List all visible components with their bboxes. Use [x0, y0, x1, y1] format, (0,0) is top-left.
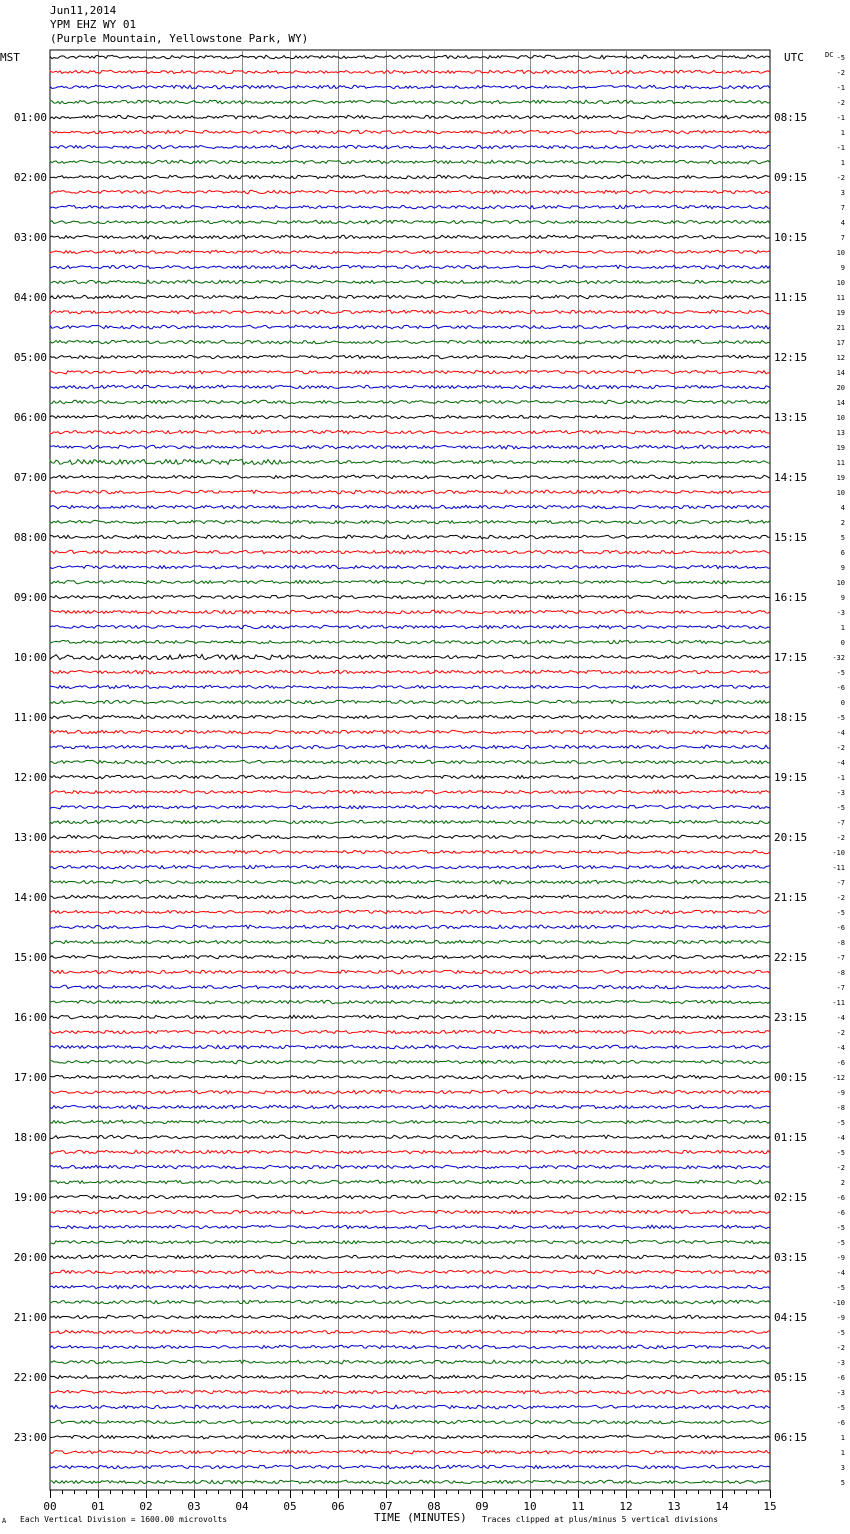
dc-offset-label: 1 — [840, 624, 845, 632]
seismic-trace — [50, 1390, 770, 1394]
dc-offset-label: -9 — [836, 1089, 845, 1097]
seismic-trace — [50, 1030, 770, 1034]
x-tick-label: 03 — [187, 1500, 201, 1513]
dc-offset-label: -6 — [836, 1374, 845, 1382]
dc-offset-label: -6 — [836, 924, 845, 932]
dc-offset-label: -5 — [836, 1119, 845, 1127]
dc-offset-label: 20 — [836, 384, 845, 392]
utc-hour-label: 17:15 — [774, 651, 808, 664]
dc-offset-label: -5 — [836, 669, 845, 677]
dc-offset-label: -1 — [836, 144, 845, 152]
utc-hour-label: 22:15 — [774, 951, 808, 964]
utc-hour-label: 13:15 — [774, 411, 808, 424]
mst-hour-label: 12:00 — [13, 771, 47, 784]
seismic-trace — [50, 685, 770, 688]
dc-offset-label: -11 — [832, 999, 845, 1007]
seismic-trace — [50, 1360, 770, 1364]
vertical-division-note: Each Vertical Division = 1600.00 microvolts — [20, 1515, 228, 1524]
dc-offset-label: -2 — [836, 894, 845, 902]
dc-offset-label: 19 — [836, 474, 845, 482]
seismic-trace — [50, 730, 770, 734]
dc-offset-label: 1 — [840, 159, 845, 167]
utc-hour-label: 20:15 — [774, 831, 808, 844]
station-location: (Purple Mountain, Yellowstone Park, WY) — [50, 32, 309, 45]
dc-offset-label: 14 — [836, 399, 845, 407]
dc-offset-label: 5 — [840, 534, 845, 542]
mst-hour-label: 03:00 — [13, 231, 47, 244]
seismic-trace — [50, 400, 770, 404]
dc-offset-label: 13 — [836, 429, 845, 437]
dc-offset-label: 9 — [840, 264, 845, 272]
dc-offset-label: -6 — [836, 1059, 845, 1067]
seismic-trace — [50, 820, 770, 824]
seismic-trace — [50, 175, 770, 179]
dc-offset-label: -6 — [836, 684, 845, 692]
mst-hour-label: 15:00 — [13, 951, 47, 964]
dc-offset-label: -9 — [836, 1314, 845, 1322]
dc-offset-label: -10 — [832, 1299, 845, 1307]
utc-hour-label: 08:15 — [774, 111, 808, 124]
seismic-trace — [50, 1435, 770, 1439]
dc-offset-label: -2 — [836, 744, 845, 752]
x-tick-label: 10 — [523, 1500, 537, 1513]
dc-offset-label: 14 — [836, 369, 845, 377]
utc-hour-label: 09:15 — [774, 171, 808, 184]
dc-offset-label: -12 — [832, 1074, 845, 1082]
utc-hour-label: 02:15 — [774, 1191, 808, 1204]
seismic-trace — [50, 235, 770, 239]
seismic-trace — [50, 1345, 770, 1349]
dc-offset-label: -5 — [836, 54, 845, 62]
seismic-trace — [50, 1330, 770, 1334]
dc-offset-label: 1 — [840, 1434, 845, 1442]
dc-offset-label: 10 — [836, 414, 845, 422]
x-tick-label: 06 — [331, 1500, 345, 1513]
dc-offset-label: -4 — [836, 1044, 845, 1052]
dc-offset-label: 9 — [840, 564, 845, 572]
seismic-trace — [50, 1300, 770, 1304]
seismic-trace — [50, 250, 770, 253]
dc-offset-label: -2 — [836, 99, 845, 107]
dc-offset-label: -6 — [836, 1194, 845, 1202]
seismic-trace — [50, 910, 770, 914]
mst-hour-label: 20:00 — [13, 1251, 47, 1264]
dc-offset-label: 5 — [840, 1479, 845, 1487]
dc-offset-label: -6 — [836, 1419, 845, 1427]
seismic-trace — [50, 1480, 770, 1484]
dc-offset-label: 7 — [840, 204, 845, 212]
dc-offset-label: 1 — [840, 129, 845, 137]
dc-offset-label: -10 — [832, 849, 845, 857]
seismic-trace — [50, 985, 770, 989]
seismic-trace — [50, 355, 770, 359]
x-tick-label: 15 — [763, 1500, 777, 1513]
dc-offset-label: 19 — [836, 309, 845, 317]
dc-offset-label: 2 — [840, 1179, 845, 1187]
seismic-trace — [50, 70, 770, 74]
utc-hour-label: 04:15 — [774, 1311, 808, 1324]
seismic-trace — [50, 1450, 770, 1454]
seismic-trace — [50, 490, 770, 494]
seismic-trace — [50, 190, 770, 194]
plot-frame — [50, 50, 770, 1490]
dc-offset-label: 21 — [836, 324, 845, 332]
dc-offset-label: 7 — [840, 234, 845, 242]
dc-offset-label: -11 — [832, 864, 845, 872]
x-axis-title: TIME (MINUTES) — [374, 1511, 467, 1524]
utc-hour-label: 01:15 — [774, 1131, 808, 1144]
mst-hour-label: 09:00 — [13, 591, 47, 604]
seismic-trace — [50, 895, 770, 899]
seismic-trace — [50, 475, 770, 479]
dc-offset-label: 4 — [840, 504, 845, 512]
seismic-trace — [50, 445, 770, 449]
seismic-trace — [50, 130, 770, 134]
seismic-trace — [50, 595, 770, 599]
dc-offset-label: 9 — [840, 594, 845, 602]
seismic-trace — [50, 654, 770, 659]
seismic-trace — [50, 115, 770, 119]
dc-offset-label: 11 — [836, 459, 845, 467]
seismic-trace — [50, 1045, 770, 1049]
seismic-trace — [50, 955, 770, 959]
utc-axis-label: UTC — [784, 51, 804, 64]
mst-hour-label: 23:00 — [13, 1431, 47, 1444]
seismic-trace — [50, 1315, 770, 1319]
mst-hour-label: 01:00 — [13, 111, 47, 124]
dc-offset-label: -5 — [836, 909, 845, 917]
seismic-trace — [50, 1465, 770, 1469]
seismic-trace — [50, 940, 770, 943]
dc-offset-label: -3 — [836, 1359, 845, 1367]
mst-hour-label: 19:00 — [13, 1191, 47, 1204]
mst-hour-label: 18:00 — [13, 1131, 47, 1144]
mst-hour-label: 11:00 — [13, 711, 47, 724]
dc-offset-label: -5 — [836, 1224, 845, 1232]
seismic-trace — [50, 1420, 770, 1424]
seismic-trace — [50, 1105, 770, 1109]
utc-hour-label: 21:15 — [774, 891, 808, 904]
dc-offset-label: -4 — [836, 1134, 845, 1142]
mst-hour-label: 06:00 — [13, 411, 47, 424]
utc-hour-label: 12:15 — [774, 351, 808, 364]
seismic-trace — [50, 580, 770, 584]
mst-hour-label: 13:00 — [13, 831, 47, 844]
dc-offset-label: 3 — [840, 1464, 845, 1472]
dc-offset-label: 0 — [840, 699, 845, 707]
dc-offset-label: -4 — [836, 1014, 845, 1022]
seismic-trace — [50, 310, 770, 314]
dc-offset-label: -9 — [836, 1254, 845, 1262]
dc-offset-label: 19 — [836, 444, 845, 452]
mst-hour-label: 04:00 — [13, 291, 47, 304]
utc-hour-label: 06:15 — [774, 1431, 808, 1444]
seismic-trace — [50, 1270, 770, 1274]
seismic-trace — [50, 565, 770, 569]
dc-offset-label: -4 — [836, 759, 845, 767]
mst-hour-label: 10:00 — [13, 651, 47, 664]
seismic-trace — [50, 55, 770, 59]
seismic-trace — [50, 1240, 770, 1244]
dc-offset-label: 2 — [840, 519, 845, 527]
seismic-trace — [50, 535, 770, 539]
seismic-trace — [50, 85, 770, 89]
dc-offset-label: 0 — [840, 639, 845, 647]
seismic-trace — [50, 775, 770, 779]
utc-hour-label: 18:15 — [774, 711, 808, 724]
seismic-trace — [50, 850, 770, 854]
utc-hour-label: 11:15 — [774, 291, 808, 304]
utc-hour-label: 03:15 — [774, 1251, 808, 1264]
seismic-trace — [50, 1135, 770, 1139]
dc-offset-label: -7 — [836, 879, 845, 887]
dc-offset-label: -3 — [836, 609, 845, 617]
x-tick-label: 09 — [475, 1500, 489, 1513]
seismic-trace — [50, 610, 770, 614]
seismic-trace — [50, 640, 770, 644]
mst-hour-label: 05:00 — [13, 351, 47, 364]
seismic-trace — [50, 1090, 770, 1094]
dc-offset-label: -8 — [836, 939, 845, 947]
utc-hour-label: 05:15 — [774, 1371, 808, 1384]
seismic-trace — [50, 160, 770, 164]
dc-offset-label: 17 — [836, 339, 845, 347]
mst-hour-label: 14:00 — [13, 891, 47, 904]
dc-offset-label: 10 — [836, 489, 845, 497]
dc-offset-label: -1 — [836, 114, 845, 122]
x-tick-label: 13 — [667, 1500, 681, 1513]
dc-offset-label: -2 — [836, 834, 845, 842]
seismic-trace — [50, 1060, 770, 1064]
utc-hour-label: 00:15 — [774, 1071, 808, 1084]
seismic-trace — [50, 745, 770, 749]
x-tick-label: 07 — [379, 1500, 393, 1513]
seismic-trace — [50, 670, 770, 674]
dc-offset-label: -4 — [836, 1269, 845, 1277]
mst-hour-label: 21:00 — [13, 1311, 47, 1324]
seismic-trace — [50, 459, 770, 464]
dc-offset-label: -5 — [836, 1239, 845, 1247]
dc-offset-label: 10 — [836, 579, 845, 587]
mst-hour-label: 07:00 — [13, 471, 47, 484]
x-tick-label: 12 — [619, 1500, 633, 1513]
footer-mark: A — [2, 1517, 7, 1525]
dc-offset-label: -5 — [836, 804, 845, 812]
seismic-trace — [50, 805, 770, 809]
station-code: YPM EHZ WY 01 — [50, 18, 137, 31]
utc-hour-label: 15:15 — [774, 531, 808, 544]
dc-offset-label: -1 — [836, 774, 845, 782]
seismic-trace — [50, 790, 770, 794]
seismic-trace — [50, 430, 770, 434]
dc-offset-label: 3 — [840, 189, 845, 197]
seismic-trace — [50, 520, 770, 524]
seismic-trace — [50, 625, 770, 629]
clip-note: Traces clipped at plus/minus 5 vertical divisions — [482, 1515, 719, 1524]
dc-offset-label: 10 — [836, 249, 845, 257]
x-tick-label: 05 — [283, 1500, 297, 1513]
seismic-trace — [50, 925, 770, 929]
seismic-trace — [50, 505, 770, 508]
seismic-trace — [50, 550, 770, 554]
dc-offset-label: -5 — [836, 1284, 845, 1292]
dc-offset-label: 12 — [836, 354, 845, 362]
x-tick-label: 00 — [43, 1500, 57, 1513]
mst-hour-label: 17:00 — [13, 1071, 47, 1084]
dc-offset-label: -5 — [836, 1404, 845, 1412]
seismic-trace — [50, 1375, 770, 1378]
seismic-trace — [50, 1180, 770, 1184]
dc-offset-label: -5 — [836, 714, 845, 722]
seismic-trace — [50, 1165, 770, 1169]
dc-offset-label: -3 — [836, 1389, 845, 1397]
dc-offset-label: 1 — [840, 1449, 845, 1457]
utc-hour-label: 23:15 — [774, 1011, 808, 1024]
dc-offset-label: -7 — [836, 984, 845, 992]
seismic-trace — [50, 715, 770, 719]
seismic-trace — [50, 265, 770, 269]
dc-offset-label: 6 — [840, 549, 845, 557]
x-tick-label: 14 — [715, 1500, 729, 1513]
chart-date: Jun11,2014 — [50, 4, 117, 17]
dc-label: DC — [825, 51, 834, 59]
seismic-trace — [50, 880, 770, 884]
dc-offset-label: -32 — [832, 654, 845, 662]
utc-hour-label: 19:15 — [774, 771, 808, 784]
seismic-trace — [50, 385, 770, 389]
seismic-trace — [50, 1285, 770, 1289]
seismic-trace — [50, 220, 770, 224]
mst-hour-label: 22:00 — [13, 1371, 47, 1384]
seismic-trace — [50, 1015, 770, 1019]
seismic-trace — [50, 145, 770, 149]
dc-offset-label: -2 — [836, 1164, 845, 1172]
seismic-trace — [50, 1000, 770, 1004]
seismic-trace — [50, 205, 770, 209]
mst-axis-label: MST — [0, 51, 20, 64]
dc-offset-label: -1 — [836, 84, 845, 92]
seismic-trace — [50, 100, 770, 104]
seismic-trace — [50, 1225, 770, 1229]
mst-hour-label: 02:00 — [13, 171, 47, 184]
seismic-trace — [50, 1405, 770, 1409]
dc-offset-label: -6 — [836, 1209, 845, 1217]
seismic-trace — [50, 835, 770, 839]
seismic-trace — [50, 760, 770, 764]
seismic-trace — [50, 1210, 770, 1214]
dc-offset-label: 10 — [836, 279, 845, 287]
dc-offset-label: -8 — [836, 1104, 845, 1112]
x-tick-label: 08 — [427, 1500, 441, 1513]
dc-offset-label: -4 — [836, 729, 845, 737]
dc-offset-label: -2 — [836, 174, 845, 182]
dc-offset-label: -2 — [836, 1344, 845, 1352]
x-tick-label: 02 — [139, 1500, 153, 1513]
x-tick-label: 01 — [91, 1500, 105, 1513]
seismic-trace — [50, 340, 770, 344]
dc-offset-label: 4 — [840, 219, 845, 227]
seismic-trace — [50, 370, 770, 374]
x-tick-label: 11 — [571, 1500, 585, 1513]
dc-offset-label: -3 — [836, 789, 845, 797]
seismic-trace — [50, 865, 770, 869]
dc-offset-label: -2 — [836, 69, 845, 77]
dc-offset-label: -2 — [836, 1029, 845, 1037]
seismic-trace — [50, 700, 770, 704]
seismic-trace — [50, 1255, 770, 1259]
utc-hour-label: 10:15 — [774, 231, 808, 244]
seismic-trace — [50, 1150, 770, 1154]
dc-offset-label: -8 — [836, 969, 845, 977]
seismic-trace — [50, 970, 770, 974]
utc-hour-label: 16:15 — [774, 591, 808, 604]
dc-offset-label: -7 — [836, 954, 845, 962]
seismic-trace — [50, 415, 770, 419]
dc-offset-label: -7 — [836, 819, 845, 827]
seismic-trace — [50, 325, 770, 329]
seismic-trace — [50, 1120, 770, 1123]
dc-offset-label: 11 — [836, 294, 845, 302]
seismic-trace — [50, 295, 770, 299]
utc-hour-label: 14:15 — [774, 471, 808, 484]
mst-hour-label: 08:00 — [13, 531, 47, 544]
dc-offset-label: -5 — [836, 1329, 845, 1337]
dc-offset-label: -5 — [836, 1149, 845, 1157]
seismic-trace — [50, 1195, 770, 1199]
seismic-trace — [50, 1075, 770, 1079]
x-tick-label: 04 — [235, 1500, 249, 1513]
seismic-trace — [50, 280, 770, 284]
mst-hour-label: 16:00 — [13, 1011, 47, 1024]
